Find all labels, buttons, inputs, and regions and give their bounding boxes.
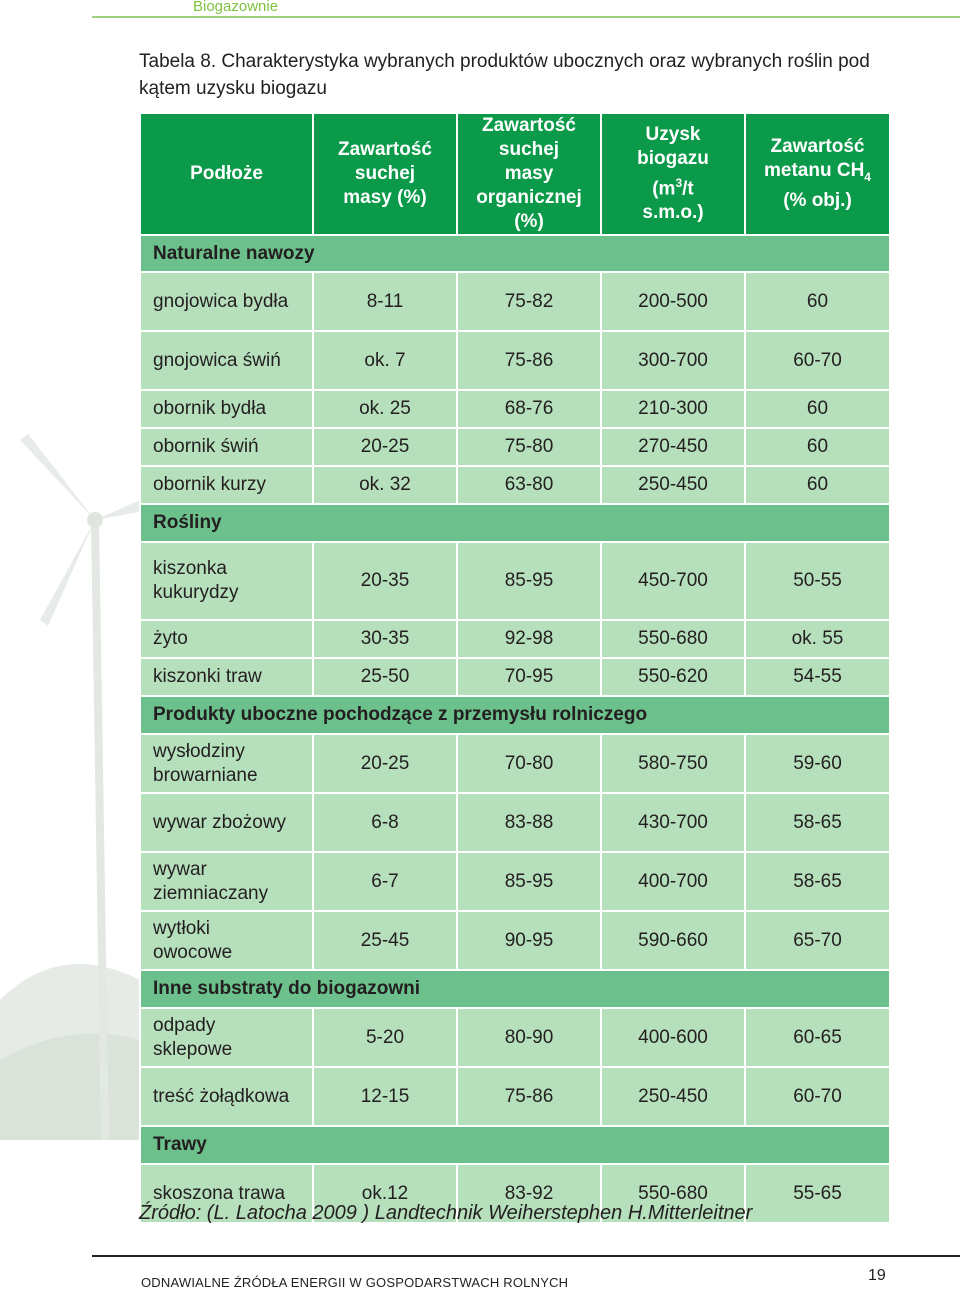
table-row (140, 466, 890, 504)
wind-turbine-illustration (0, 380, 140, 1140)
value-cell: 550-620 (601, 658, 745, 696)
source-note: Źródło: (L. Latocha 2009 ) Landtechnik Weiherstephen H.Mitterleitner (139, 1202, 753, 1224)
value-cell: 8-11 (313, 272, 457, 331)
substrate-name-cell: gnojowica bydła (140, 272, 313, 331)
bottom-divider (92, 1255, 960, 1257)
header-methane-sub: 4 (864, 169, 871, 184)
value-cell: 20-25 (313, 428, 457, 466)
substrate-name-cell: kiszonka kukurydzy (140, 542, 313, 620)
value-cell: 75-80 (457, 428, 601, 466)
substrate-name-cell: obornik kurzy (140, 466, 313, 504)
substrate-name-cell: wywar zbożowy (140, 793, 313, 852)
value-cell: 60-70 (745, 331, 890, 390)
value-cell: 200-500 (601, 272, 745, 331)
header-biogas-yield-sup: 3 (675, 175, 683, 190)
value-cell: 25-50 (313, 658, 457, 696)
value-cell: ok. 7 (313, 331, 457, 390)
value-cell: 5-20 (313, 1008, 457, 1067)
value-cell: 250-450 (601, 1067, 745, 1126)
table-row (140, 620, 890, 658)
value-cell: 58-65 (745, 793, 890, 852)
section-title: Trawy (140, 1126, 890, 1164)
value-cell: ok.12 (313, 1164, 457, 1223)
value-cell: 430-700 (601, 793, 745, 852)
table-row (140, 428, 890, 466)
section-row (140, 1126, 890, 1164)
table-body (140, 235, 890, 1223)
value-cell: ok. 25 (313, 390, 457, 428)
value-cell: 58-65 (745, 852, 890, 911)
value-cell: 60 (745, 272, 890, 331)
table-caption: Tabela 8. Charakterystyka wybranych produktów ubocznych oraz wybranych roślin pod kątem uzysku biogazu (139, 51, 870, 99)
value-cell: 90-95 (457, 911, 601, 970)
value-cell: ok. 55 (745, 620, 890, 658)
value-cell: 70-95 (457, 658, 601, 696)
section-row (140, 970, 890, 1008)
table-row (140, 658, 890, 696)
value-cell: 20-25 (313, 734, 457, 793)
value-cell: 25-45 (313, 911, 457, 970)
value-cell: 55-65 (745, 1164, 890, 1223)
header-methane-content (745, 113, 890, 235)
value-cell: 250-450 (601, 466, 745, 504)
table-row (140, 734, 890, 793)
value-cell: 83-92 (457, 1164, 601, 1223)
value-cell: 400-700 (601, 852, 745, 911)
header-biogas-yield-label: Uzysk biogazu (m (637, 123, 709, 200)
value-cell: 400-600 (601, 1008, 745, 1067)
table-row (140, 852, 890, 911)
value-cell: 60 (745, 466, 890, 504)
section-label: Biogazownie (193, 0, 279, 15)
value-cell: 60-65 (745, 1008, 890, 1067)
value-cell: 92-98 (457, 620, 601, 658)
value-cell: 63-80 (457, 466, 601, 504)
table-row (140, 911, 890, 970)
value-cell: 60-70 (745, 1067, 890, 1126)
header-organic-dry-matter (457, 113, 601, 235)
table-row (140, 542, 890, 620)
substrate-name-cell: odpady sklepowe (140, 1008, 313, 1067)
header-dry-matter-label: Zawartość suchej masy (%) (338, 139, 432, 208)
value-cell: 6-8 (313, 793, 457, 852)
header-substrate-label: Podłoże (190, 163, 263, 184)
value-cell: 50-55 (745, 542, 890, 620)
value-cell: 12-15 (313, 1067, 457, 1126)
header-methane-unit: (% obj.) (783, 189, 852, 211)
substrate-name-cell: obornik bydła (140, 390, 313, 428)
substrate-name-cell: obornik świń (140, 428, 313, 466)
table-row (140, 272, 890, 331)
biogas-table (139, 112, 891, 1224)
substrate-name-cell: skoszona trawa (140, 1164, 313, 1223)
value-cell: 60 (745, 428, 890, 466)
value-cell: 59-60 (745, 734, 890, 793)
value-cell: 590-660 (601, 911, 745, 970)
header-substrate (140, 113, 313, 235)
value-cell: 30-35 (313, 620, 457, 658)
section-title: Inne substraty do biogazowni (140, 970, 890, 1008)
section-title: Produkty uboczne pochodzące z przemysłu rolniczego (140, 696, 890, 734)
value-cell: 83-88 (457, 793, 601, 852)
header-biogas-yield-unit: /t s.m.o.) (642, 178, 704, 224)
value-cell: 80-90 (457, 1008, 601, 1067)
header-biogas-yield (601, 113, 745, 235)
value-cell: 6-7 (313, 852, 457, 911)
value-cell: 270-450 (601, 428, 745, 466)
section-row (140, 696, 890, 734)
table-row (140, 331, 890, 390)
substrate-name-cell: wysłodziny browarniane (140, 734, 313, 793)
substrate-name-cell: wytłoki owocowe (140, 911, 313, 970)
value-cell: 300-700 (601, 331, 745, 390)
value-cell: 20-35 (313, 542, 457, 620)
substrate-name-cell: żyto (140, 620, 313, 658)
top-divider (92, 16, 960, 18)
value-cell: 550-680 (601, 620, 745, 658)
value-cell: 75-86 (457, 1067, 601, 1126)
section-title: Rośliny (140, 504, 890, 542)
header-methane-label: Zawartość metanu CH (764, 136, 865, 182)
value-cell: 75-86 (457, 331, 601, 390)
table-row (140, 1008, 890, 1067)
value-cell: 65-70 (745, 911, 890, 970)
value-cell: 70-80 (457, 734, 601, 793)
table-row (140, 1067, 890, 1126)
value-cell: 54-55 (745, 658, 890, 696)
substrate-name-cell: kiszonki traw (140, 658, 313, 696)
footer-title: ODNAWIALNE ŹRÓDŁA ENERGII W GOSPODARSTWACH ROLNYCH (141, 1275, 569, 1290)
section-row-natural-fertilizers (140, 235, 890, 272)
header-dry-matter (313, 113, 457, 235)
value-cell: ok. 32 (313, 466, 457, 504)
header-organic-dry-matter-label: Zawartość suchej masy organicznej (%) (476, 115, 582, 232)
section-row (140, 504, 890, 542)
value-cell: 450-700 (601, 542, 745, 620)
value-cell: 85-95 (457, 852, 601, 911)
table-row (140, 390, 890, 428)
value-cell: 60 (745, 390, 890, 428)
value-cell: 68-76 (457, 390, 601, 428)
value-cell: 550-680 (601, 1164, 745, 1223)
value-cell: 75-82 (457, 272, 601, 331)
header-row (140, 113, 890, 235)
section-title: Naturalne nawozy (140, 235, 890, 272)
substrate-name-cell: gnojowica świń (140, 331, 313, 390)
substrate-name-cell: treść żołądkowa (140, 1067, 313, 1126)
value-cell: 580-750 (601, 734, 745, 793)
value-cell: 210-300 (601, 390, 745, 428)
page-number: 19 (868, 1267, 886, 1284)
value-cell: 85-95 (457, 542, 601, 620)
table-row (140, 793, 890, 852)
substrate-name-cell: wywar ziemniaczany (140, 852, 313, 911)
